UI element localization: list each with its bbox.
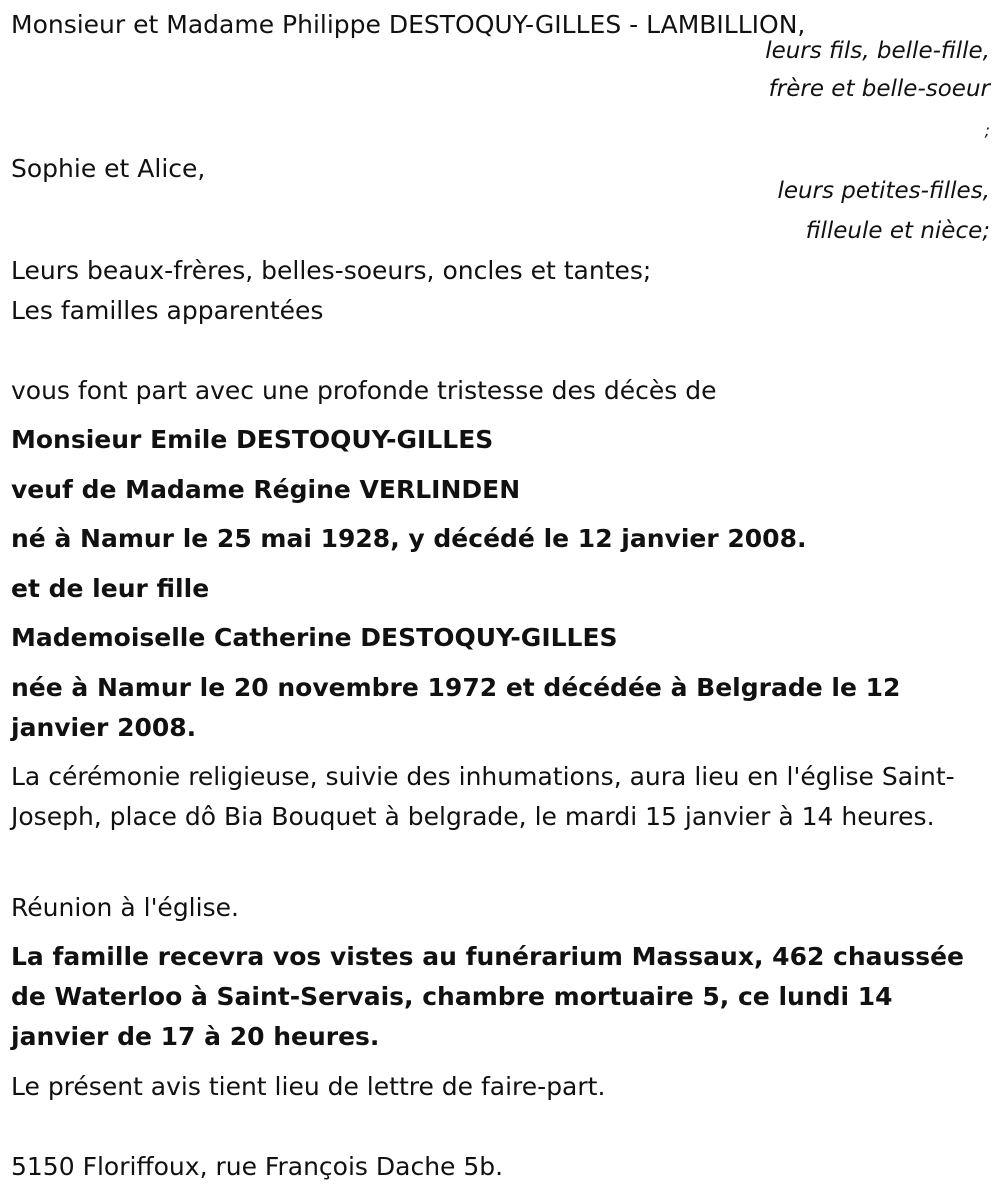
announcement-intro: vous font part avec une profonde tristesse des décès de [11, 376, 717, 405]
family-line-grandchildren: Sophie et Alice, [11, 154, 206, 183]
family-address: 5150 Floriffoux, rue François Dache 5b. [11, 1152, 504, 1181]
family-line-inlaws: Leurs beaux-frères, belles-soeurs, oncles et tantes; [11, 256, 652, 285]
deceased-birth-death-emile: né à Namur le 25 mai 1928, y décédé le 12 janvier 2008. [11, 524, 807, 553]
family-line-parents: Monsieur et Madame Philippe DESTOQUY-GILLES - LAMBILLION, [11, 10, 806, 39]
deceased-name-catherine: Mademoiselle Catherine DESTOQUY-GILLES [11, 623, 618, 652]
family-note-siblings: frère et belle-soeur [768, 76, 990, 102]
deceased-name-emile: Monsieur Emile DESTOQUY-GILLES [11, 425, 494, 454]
notice-line: Le présent avis tient lieu de lettre de faire-part. [11, 1072, 606, 1101]
and-daughter-line: et de leur fille [11, 574, 210, 603]
family-note-sons: leurs fils, belle-fille, [765, 38, 990, 64]
visits-details: La famille recevra vos vistes au funérarium Massaux, 462 chaussée de Waterloo à Saint-Servais, chambre mortuaire 5, ce lundi 14 janvier de 17 à 20 heures. [11, 942, 965, 1051]
family-note-semicolon: ; [984, 121, 990, 140]
deceased-widower-line: veuf de Madame Régine VERLINDEN [11, 475, 521, 504]
family-line-relatives: Les familles apparentées [11, 296, 324, 325]
ceremony-details: La cérémonie religieuse, suivie des inhumations, aura lieu en l'église Saint-Joseph, place dô Bia Bouquet à belgrade, le mardi 15 janvier à 14 heures. [11, 762, 955, 831]
deceased-birth-death-catherine: née à Namur le 20 novembre 1972 et décédée à Belgrade le 12 janvier 2008. [11, 673, 901, 742]
family-note-goddaughter: filleule et nièce; [805, 218, 990, 244]
meeting-location: Réunion à l'église. [11, 893, 239, 922]
family-note-granddaughters: leurs petites-filles, [777, 178, 990, 204]
